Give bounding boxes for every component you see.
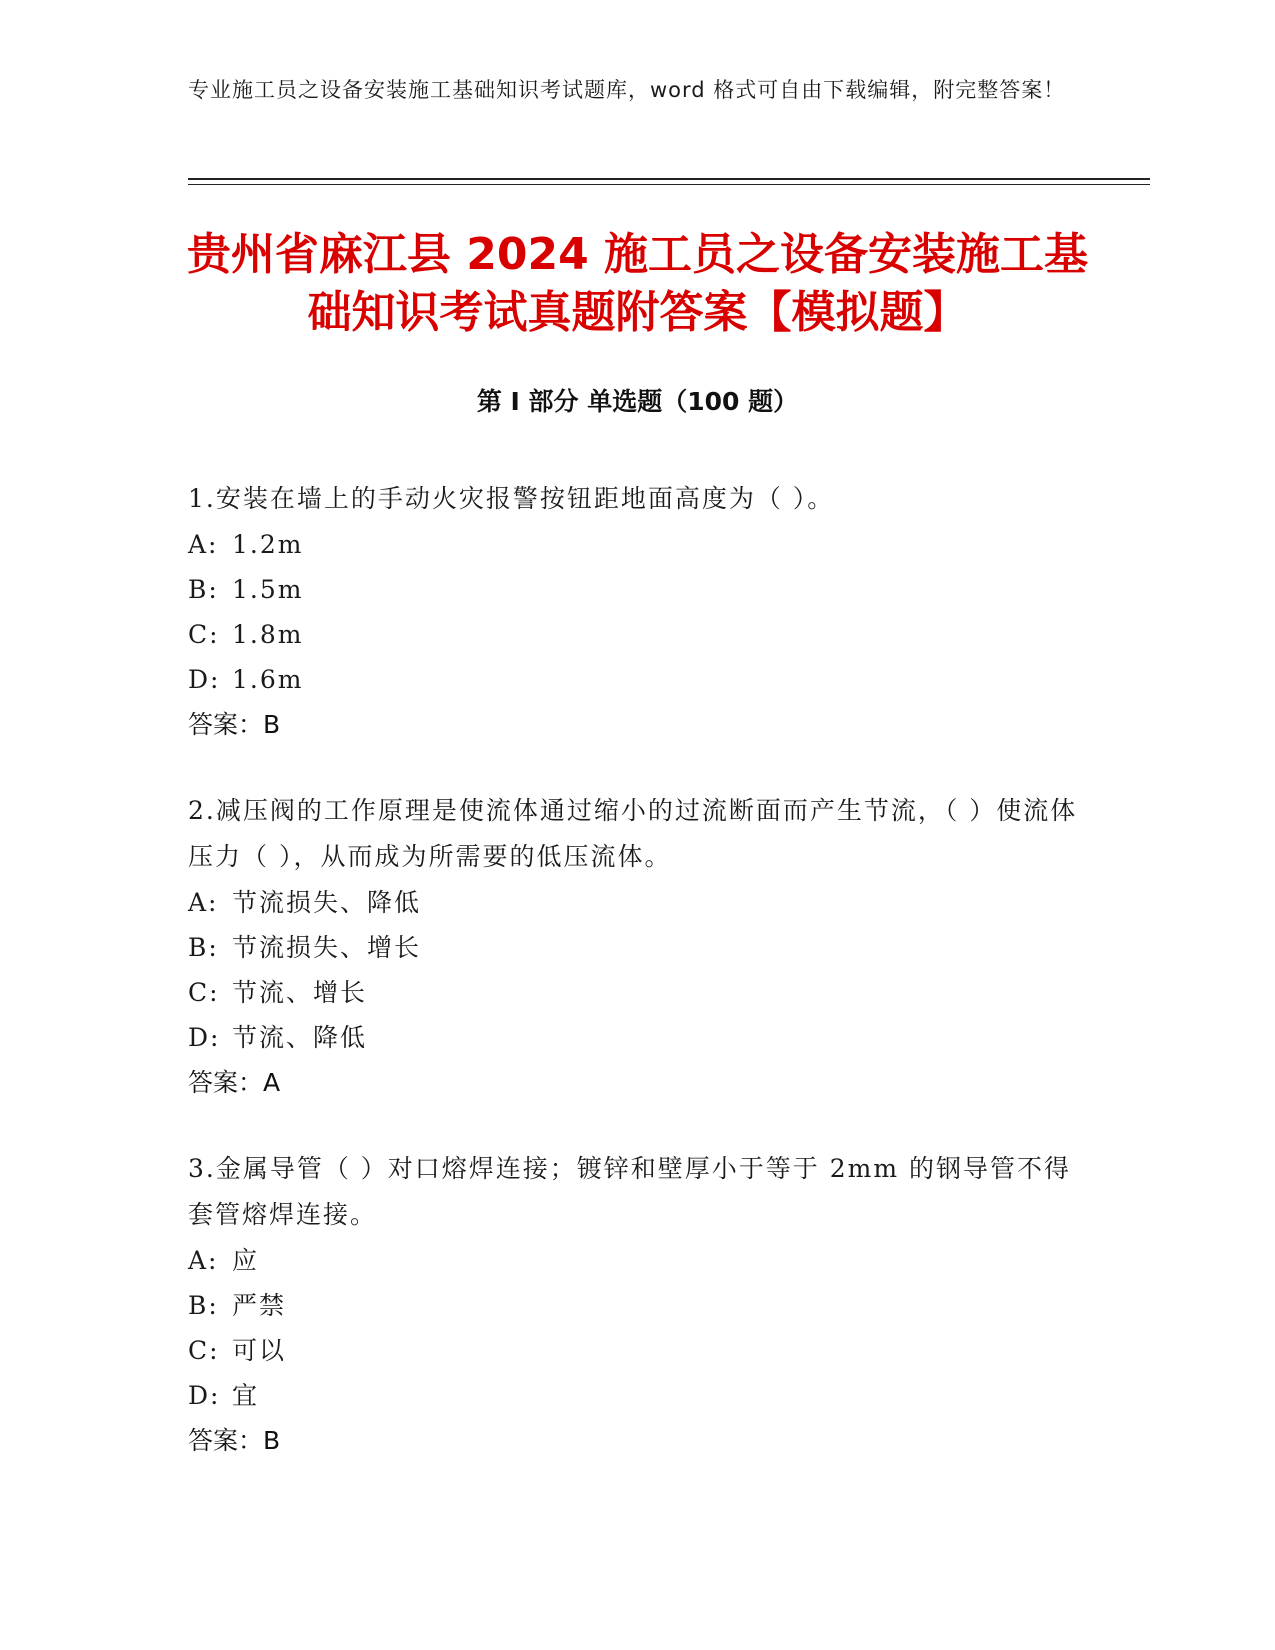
document-title-line-1: 贵州省麻江县 2024 施工员之设备安装施工基 [186, 229, 1089, 280]
option-key: B: [188, 933, 219, 962]
option-c [188, 612, 1088, 657]
option-d [188, 1373, 1088, 1418]
question-1 [188, 476, 1088, 748]
option-text: 宜 [232, 1381, 260, 1410]
option-b [188, 1283, 1088, 1328]
option-a [188, 880, 1088, 925]
answer-line: 答案：B [188, 710, 281, 739]
option-key: A: [188, 530, 219, 559]
option-key: B: [188, 575, 219, 604]
option-text: 应 [232, 1246, 260, 1275]
option-c [188, 970, 1088, 1015]
answer-line: 答案：B [188, 1426, 281, 1455]
document-title [150, 226, 1125, 342]
question-list [188, 476, 1088, 1504]
option-text: 节流损失、增长 [232, 933, 422, 962]
header-divider-thin [188, 184, 1150, 185]
option-key: C: [188, 978, 220, 1007]
option-d [188, 1015, 1088, 1060]
option-key: C: [188, 620, 220, 649]
question-stem: 2.减压阀的工作原理是使流体通过缩小的过流断面而产生节流，（ ）使流体压力（ ），从而成为所需要的低压流体。 [188, 796, 1078, 871]
header-note: 专业施工员之设备安装施工基础知识考试题库，word 格式可自由下载编辑，附完整答案！ [188, 78, 1066, 102]
option-a [188, 522, 1088, 567]
option-text: 可以 [232, 1336, 287, 1365]
option-text: 节流、降低 [232, 1023, 368, 1052]
question-stem: 1.安装在墙上的手动火灾报警按钮距地面高度为（ ）。 [188, 484, 835, 513]
answer-line: 答案：A [188, 1068, 281, 1097]
question-3 [188, 1146, 1088, 1464]
question-2 [188, 788, 1088, 1106]
option-key: D: [188, 665, 221, 694]
question-stem: 3.金属导管（ ）对口熔焊连接；镀锌和壁厚小于等于 2mm 的钢导管不得套管熔焊连接。 [188, 1154, 1072, 1229]
option-b [188, 567, 1088, 612]
option-key: A: [188, 1246, 219, 1275]
option-text: 1.8m [232, 620, 304, 649]
option-text: 节流损失、降低 [232, 888, 422, 917]
option-text: 严禁 [232, 1291, 287, 1320]
option-key: B: [188, 1291, 219, 1320]
option-text: 1.5m [232, 575, 304, 604]
option-text: 节流、增长 [232, 978, 368, 1007]
option-a [188, 1238, 1088, 1283]
option-key: D: [188, 1023, 221, 1052]
option-d [188, 657, 1088, 702]
option-key: A: [188, 888, 219, 917]
section-title: 第 I 部分 单选题（100 题） [476, 387, 799, 416]
option-text: 1.6m [232, 665, 304, 694]
document-title-line-2: 础知识考试真题附答案【模拟题】 [307, 287, 968, 338]
option-key: C: [188, 1336, 220, 1365]
header-divider-thick [188, 178, 1150, 180]
option-text: 1.2m [232, 530, 304, 559]
option-b [188, 925, 1088, 970]
option-key: D: [188, 1381, 221, 1410]
option-c [188, 1328, 1088, 1373]
